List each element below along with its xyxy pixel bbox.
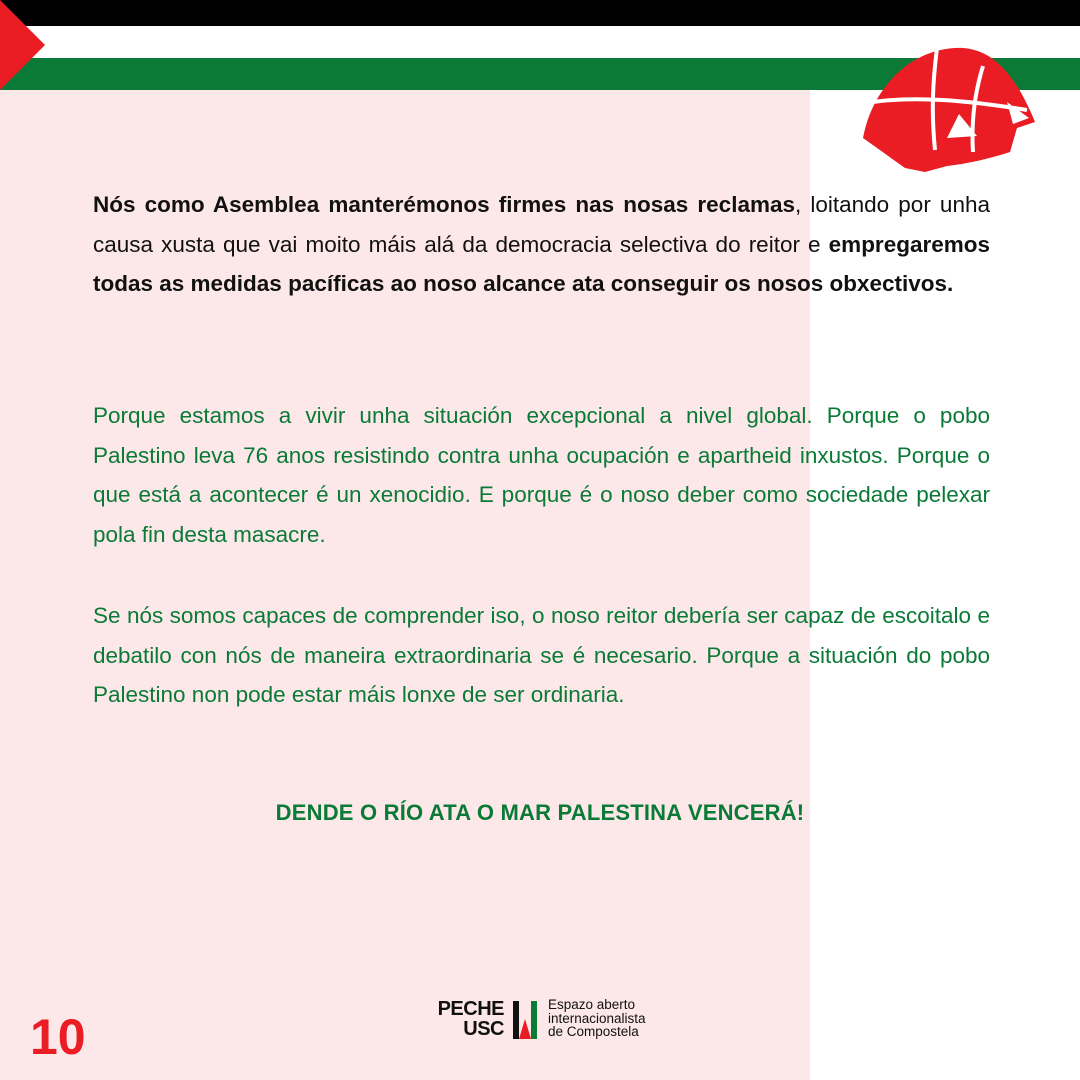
statement-normal-part: , loitando por unha causa xusta que vai moito máis alá da democracia selectiva do reitor e [93, 192, 990, 257]
flag-red-triangle [0, 0, 45, 90]
logo-wordmark [428, 999, 504, 1039]
reasons-paragraph: Porque estamos a vivir unha situación excepcional a nivel global. Porque o pobo Palestino leva 76 anos resistindo contra unha ocupación e apartheid inxustos. Porque o que está a acontecer é un xenocidio. E porque é o noso deber como sociedade pelexar pola fin desta masacre. [93, 403, 990, 547]
logo-line-peche: PECHE [437, 998, 504, 1020]
statement-bold-part-2: empregaremos todas as medidas pacíficas ao noso alcance ata conseguir os nosos obxectivos. [93, 231, 990, 296]
logo-line-usc: USC [463, 1018, 504, 1040]
rector-paragraph: Se nós somos capaces de comprender iso, o noso reitor debería ser capaz de escoitalo e debatilo con nós de maneira extraordinaria se é necesario. Porque a situación do pobo Palestino non pode estar máis lonxe de ser ordinaria. [93, 603, 990, 707]
slogan-heading: DENDE O RÍO ATA O MAR PALESTINA VENCERÁ! [275, 800, 805, 825]
logo-desc-line-3: de Compostela [548, 1024, 639, 1039]
page-number: 10 [30, 1009, 86, 1065]
logo-desc-line-2: internacionalista [548, 1010, 646, 1026]
flag-black-stripe [0, 0, 1080, 26]
statement-bold-part-1: Nós como Asemblea manterémonos firmes nas nosas reclamas [93, 192, 795, 217]
logo-mark-icon [510, 999, 540, 1041]
peche-usc-logo [428, 998, 668, 1042]
logo-desc-line-1: Espazo aberto [548, 997, 636, 1012]
logo-description [548, 998, 646, 1039]
red-tent-icon [855, 40, 1040, 175]
assembly-statement-paragraph [93, 185, 990, 304]
